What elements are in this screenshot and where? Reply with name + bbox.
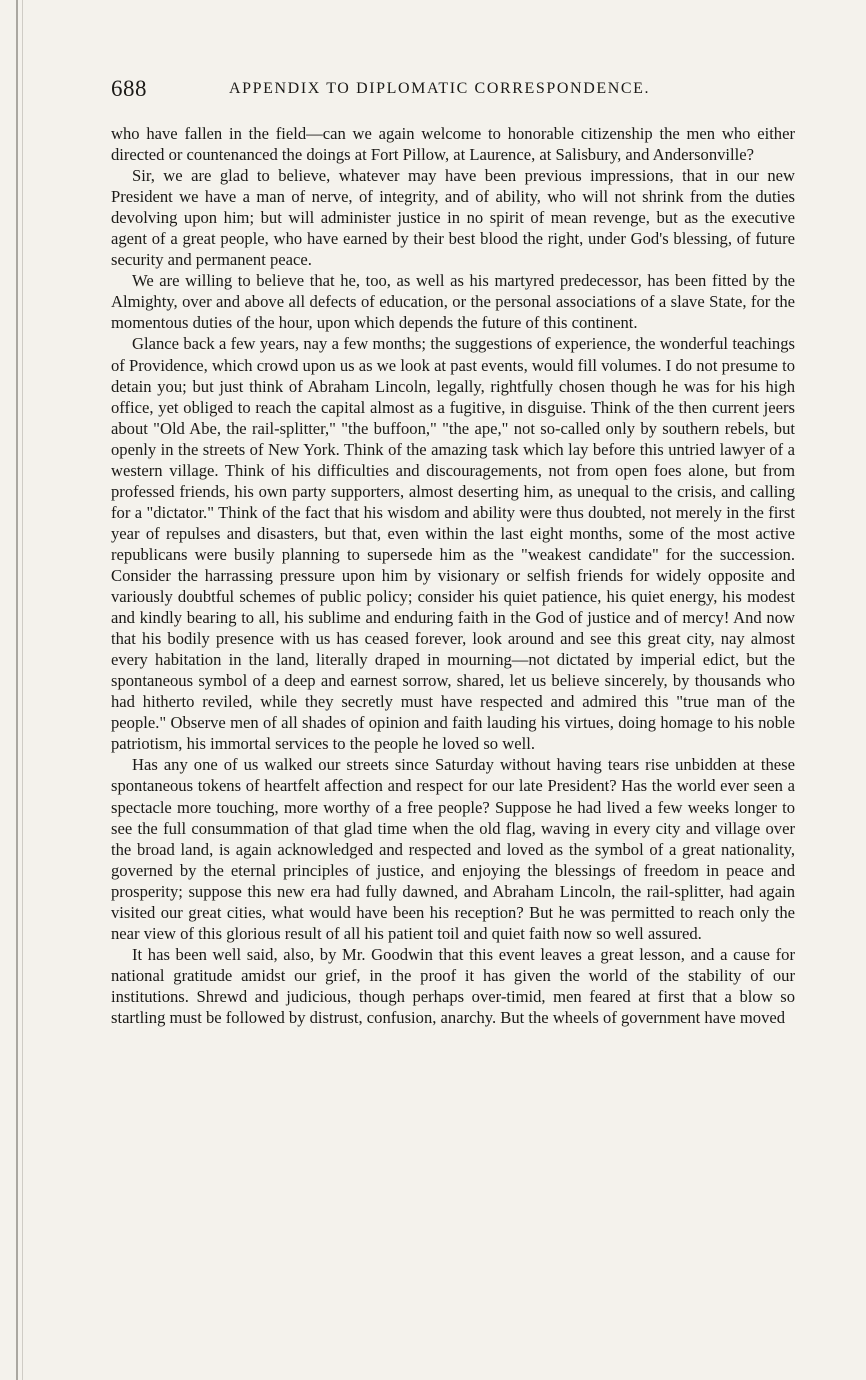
page-header	[111, 76, 795, 104]
binding-edge	[16, 0, 18, 1380]
paragraph: Glance back a few years, nay a few months; the suggestions of experience, the wonderful teachings of Providence, which crowd upon us as we look at past events, would fill volumes. I do not presume to detain you; but just think of Abraham Lincoln, legally, rightfully chosen though he was for his high office, yet obliged to reach the capital almost as a fugitive, in disguise. Think of the then current jeers about "Old Abe, the rail-splitter," "the buffoon," "the ape," not so-called only by southern rebels, but openly in the streets of New York. Think of the amazing task which lay before this untried lawyer of a western village. Think of his difficulties and discouragements, not from open foes alone, but from professed friends, his own party supporters, almost deserting him, as unequal to the crisis, and calling for a "dictator." Think of the fact that his wisdom and ability were thus doubted, not merely in the first year of repulses and disasters, but that, even within the last eight months, some of the most active republicans were busily planning to supersede him as the "weakest candidate" for the succession. Consider the harrassing pressure upon him by visionary or selfish friends for widely opposite and variously doubtful schemes of public policy; consider his quiet patience, his quiet energy, his modest and kindly bearing to all, his sublime and enduring faith in the God of justice and of mercy! And now that his bodily presence with us has ceased forever, look around and see this great city, nay almost every habitation in the land, literally draped in mourning—not dictated by imperial edict, but the spontaneous symbol of a deep and earnest sorrow, shared, let us believe sincerely, by thousands who had hitherto reviled, while they secretly must have respected and admired this "true man of the people." Observe men of all shades of opinion and faith lauding his virtues, doing homage to his noble patriotism, his immortal services to the people he loved so well.	[111, 334, 795, 754]
paragraph: It has been well said, also, by Mr. Goodwin that this event leaves a great lesson, and a cause for national gratitude amidst our grief, in the proof it has given the world of the stability of our institutions. Shrewd and judicious, though perhaps over-timid, men feared at first that a blow so startling must be followed by distrust, confusion, anarchy. But the wheels of government have moved	[111, 944, 795, 1027]
paragraph-continued: who have fallen in the field—can we again welcome to honorable citizenship the men who either directed or countenanced the doings at Fort Pillow, at Laurence, at Salisbury, and Andersonville?	[111, 124, 795, 165]
page-number: 688	[111, 76, 147, 101]
paragraph: We are willing to believe that he, too, as well as his martyred predecessor, has been fitted by the Almighty, over and above all defects of education, or the personal associations of a slave State, for the momentous duties of the hour, upon which depends the future of this continent.	[111, 271, 795, 333]
running-title: APPENDIX TO DIPLOMATIC CORRESPONDENCE.	[229, 80, 651, 97]
paragraph: Has any one of us walked our streets since Saturday without having tears rise unbidden at these spontaneous tokens of heartfelt affection and respect for our late President? Has the world ever seen a spectacle more touching, more worthy of a free people? Suppose he had lived a few weeks longer to see the full consummation of that glad time when the old flag, waving in every city and village over the broad land, is again acknowledged and respected and loved as the symbol of a great nationality, governed by the eternal principles of justice, and enjoying the blessings of freedom in peace and prosperity; suppose this new era had fully dawned, and Abraham Lincoln, the rail-splitter, had again visited our great cities, what would have been his reception? But he was permitted to reach only the near view of this glorious result of all his patient toil and quiet faith now so well assured.	[111, 755, 795, 943]
paragraph: Sir, we are glad to believe, whatever may have been previous impressions, that in our new President we have a man of nerve, of integrity, and of ability, who will not shrink from the duties devolving upon him; but will administer justice in no spirit of mean revenge, but as the executive agent of a great people, who have earned by their best blood the right, under God's blessing, of future security and permanent peace.	[111, 166, 795, 270]
binding-edge-shadow	[22, 0, 23, 1380]
page-body	[111, 123, 795, 1028]
